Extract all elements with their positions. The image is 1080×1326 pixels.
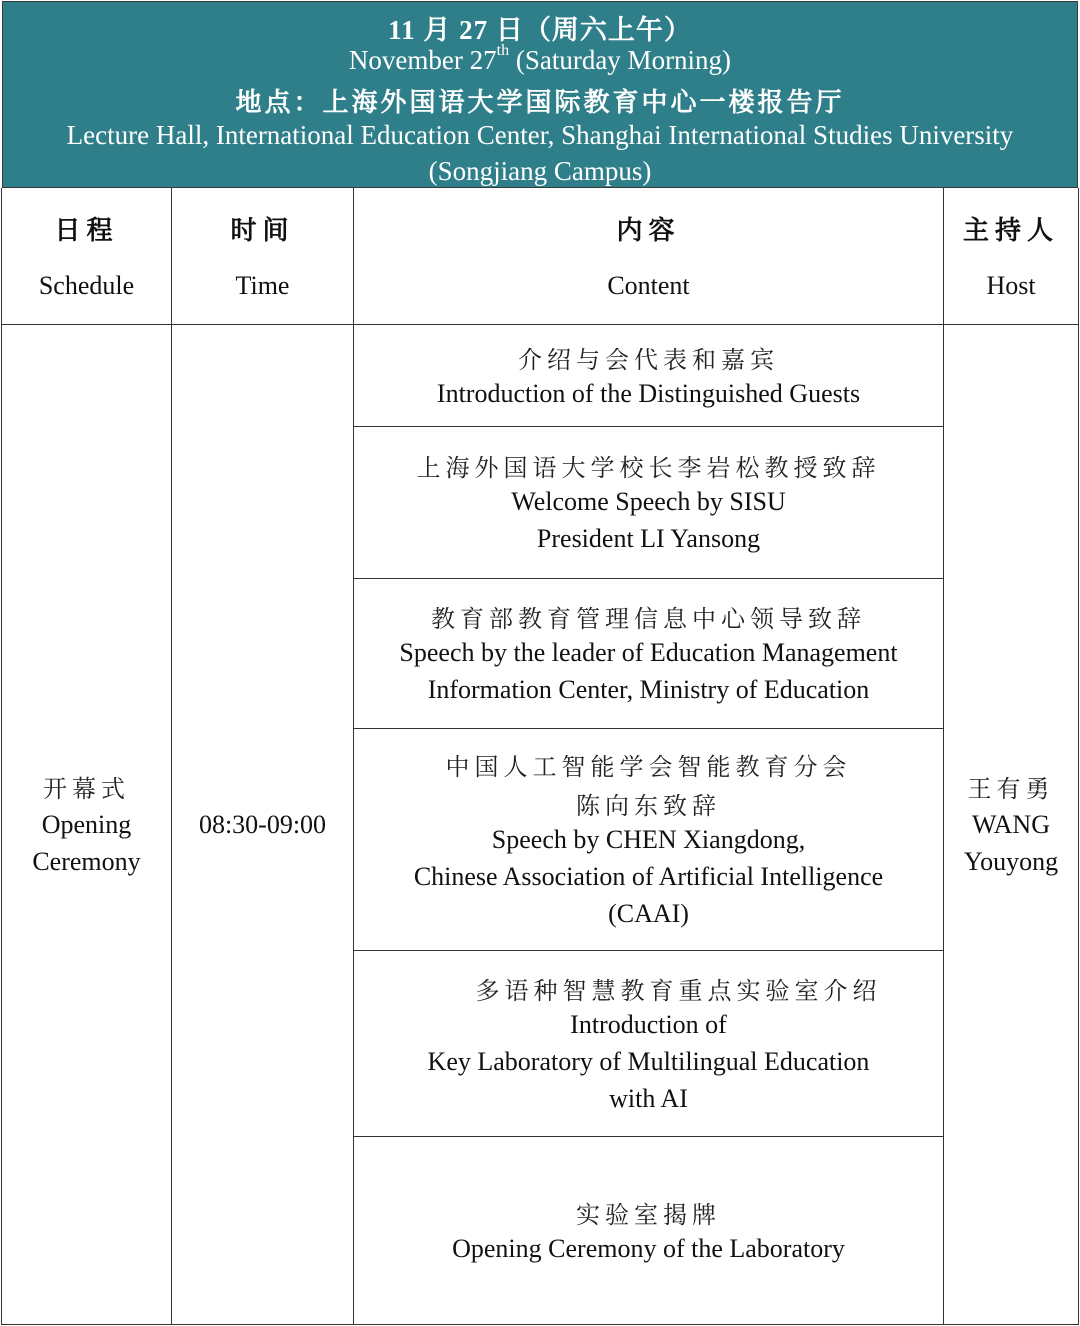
- agenda-item: 上海外国语大学校长李岩松教授致辞 Welcome Speech by SISU President LI Yansong: [416, 454, 881, 553]
- agenda-item: 多语种智慧教育重点实验室介绍 Introduction of Key Laboratory of Multilingual Education with AI: [427, 976, 882, 1113]
- table-divider: [353, 1136, 944, 1137]
- table-border-bottom: [1, 1324, 1079, 1325]
- table-divider: [171, 188, 172, 1325]
- banner-venue-en-line1: Lecture Hall, International Education Center, Shanghai International Studies University: [66, 120, 1014, 150]
- banner-venue-en-line2: (Songjiang Campus): [428, 156, 652, 186]
- table-divider: [353, 188, 354, 1325]
- agenda-item: 实验室揭牌 Opening Ceremony of the Laboratory: [452, 1200, 845, 1263]
- header-time: 时间 Time: [230, 216, 295, 300]
- table-border-left: [1, 188, 2, 1325]
- banner-venue-zh: 地点：上海外国语大学国际教育中心一楼报告厅: [235, 88, 845, 117]
- banner-date-en: November 27th (Saturday Morning): [348, 42, 732, 75]
- table-divider: [353, 578, 944, 579]
- header-host: 主持人 Host: [962, 216, 1059, 300]
- table-divider: [1, 324, 1079, 325]
- header-content: 内容 Content: [607, 216, 690, 300]
- table-border-right: [1078, 188, 1079, 1325]
- table-divider: [353, 728, 944, 729]
- banner-date-zh: 11 月 27 日（周六上午）: [388, 15, 692, 45]
- agenda-item: 介绍与会代表和嘉宾 Introduction of the Distinguished Guests: [436, 345, 861, 408]
- session-host: 王有勇 WANG Youyong: [963, 775, 1059, 876]
- table-divider: [353, 426, 944, 427]
- agenda-item: 中国人工智能学会智能教育分会 陈向东致辞 Speech by CHEN Xiangdong, Chinese Association of Artificial Intelligence (CAAI): [413, 753, 884, 928]
- table-divider: [353, 950, 944, 951]
- header-schedule: 日程 Schedule: [38, 216, 135, 300]
- table-divider: [943, 188, 944, 1325]
- agenda-item: 教育部教育管理信息中心领导致辞 Speech by the leader of Education Management Information Center, Ministry of Education: [399, 605, 898, 704]
- session-time: 08:30-09:00: [198, 810, 327, 839]
- session-schedule: 开幕式 Opening Ceremony: [32, 775, 141, 876]
